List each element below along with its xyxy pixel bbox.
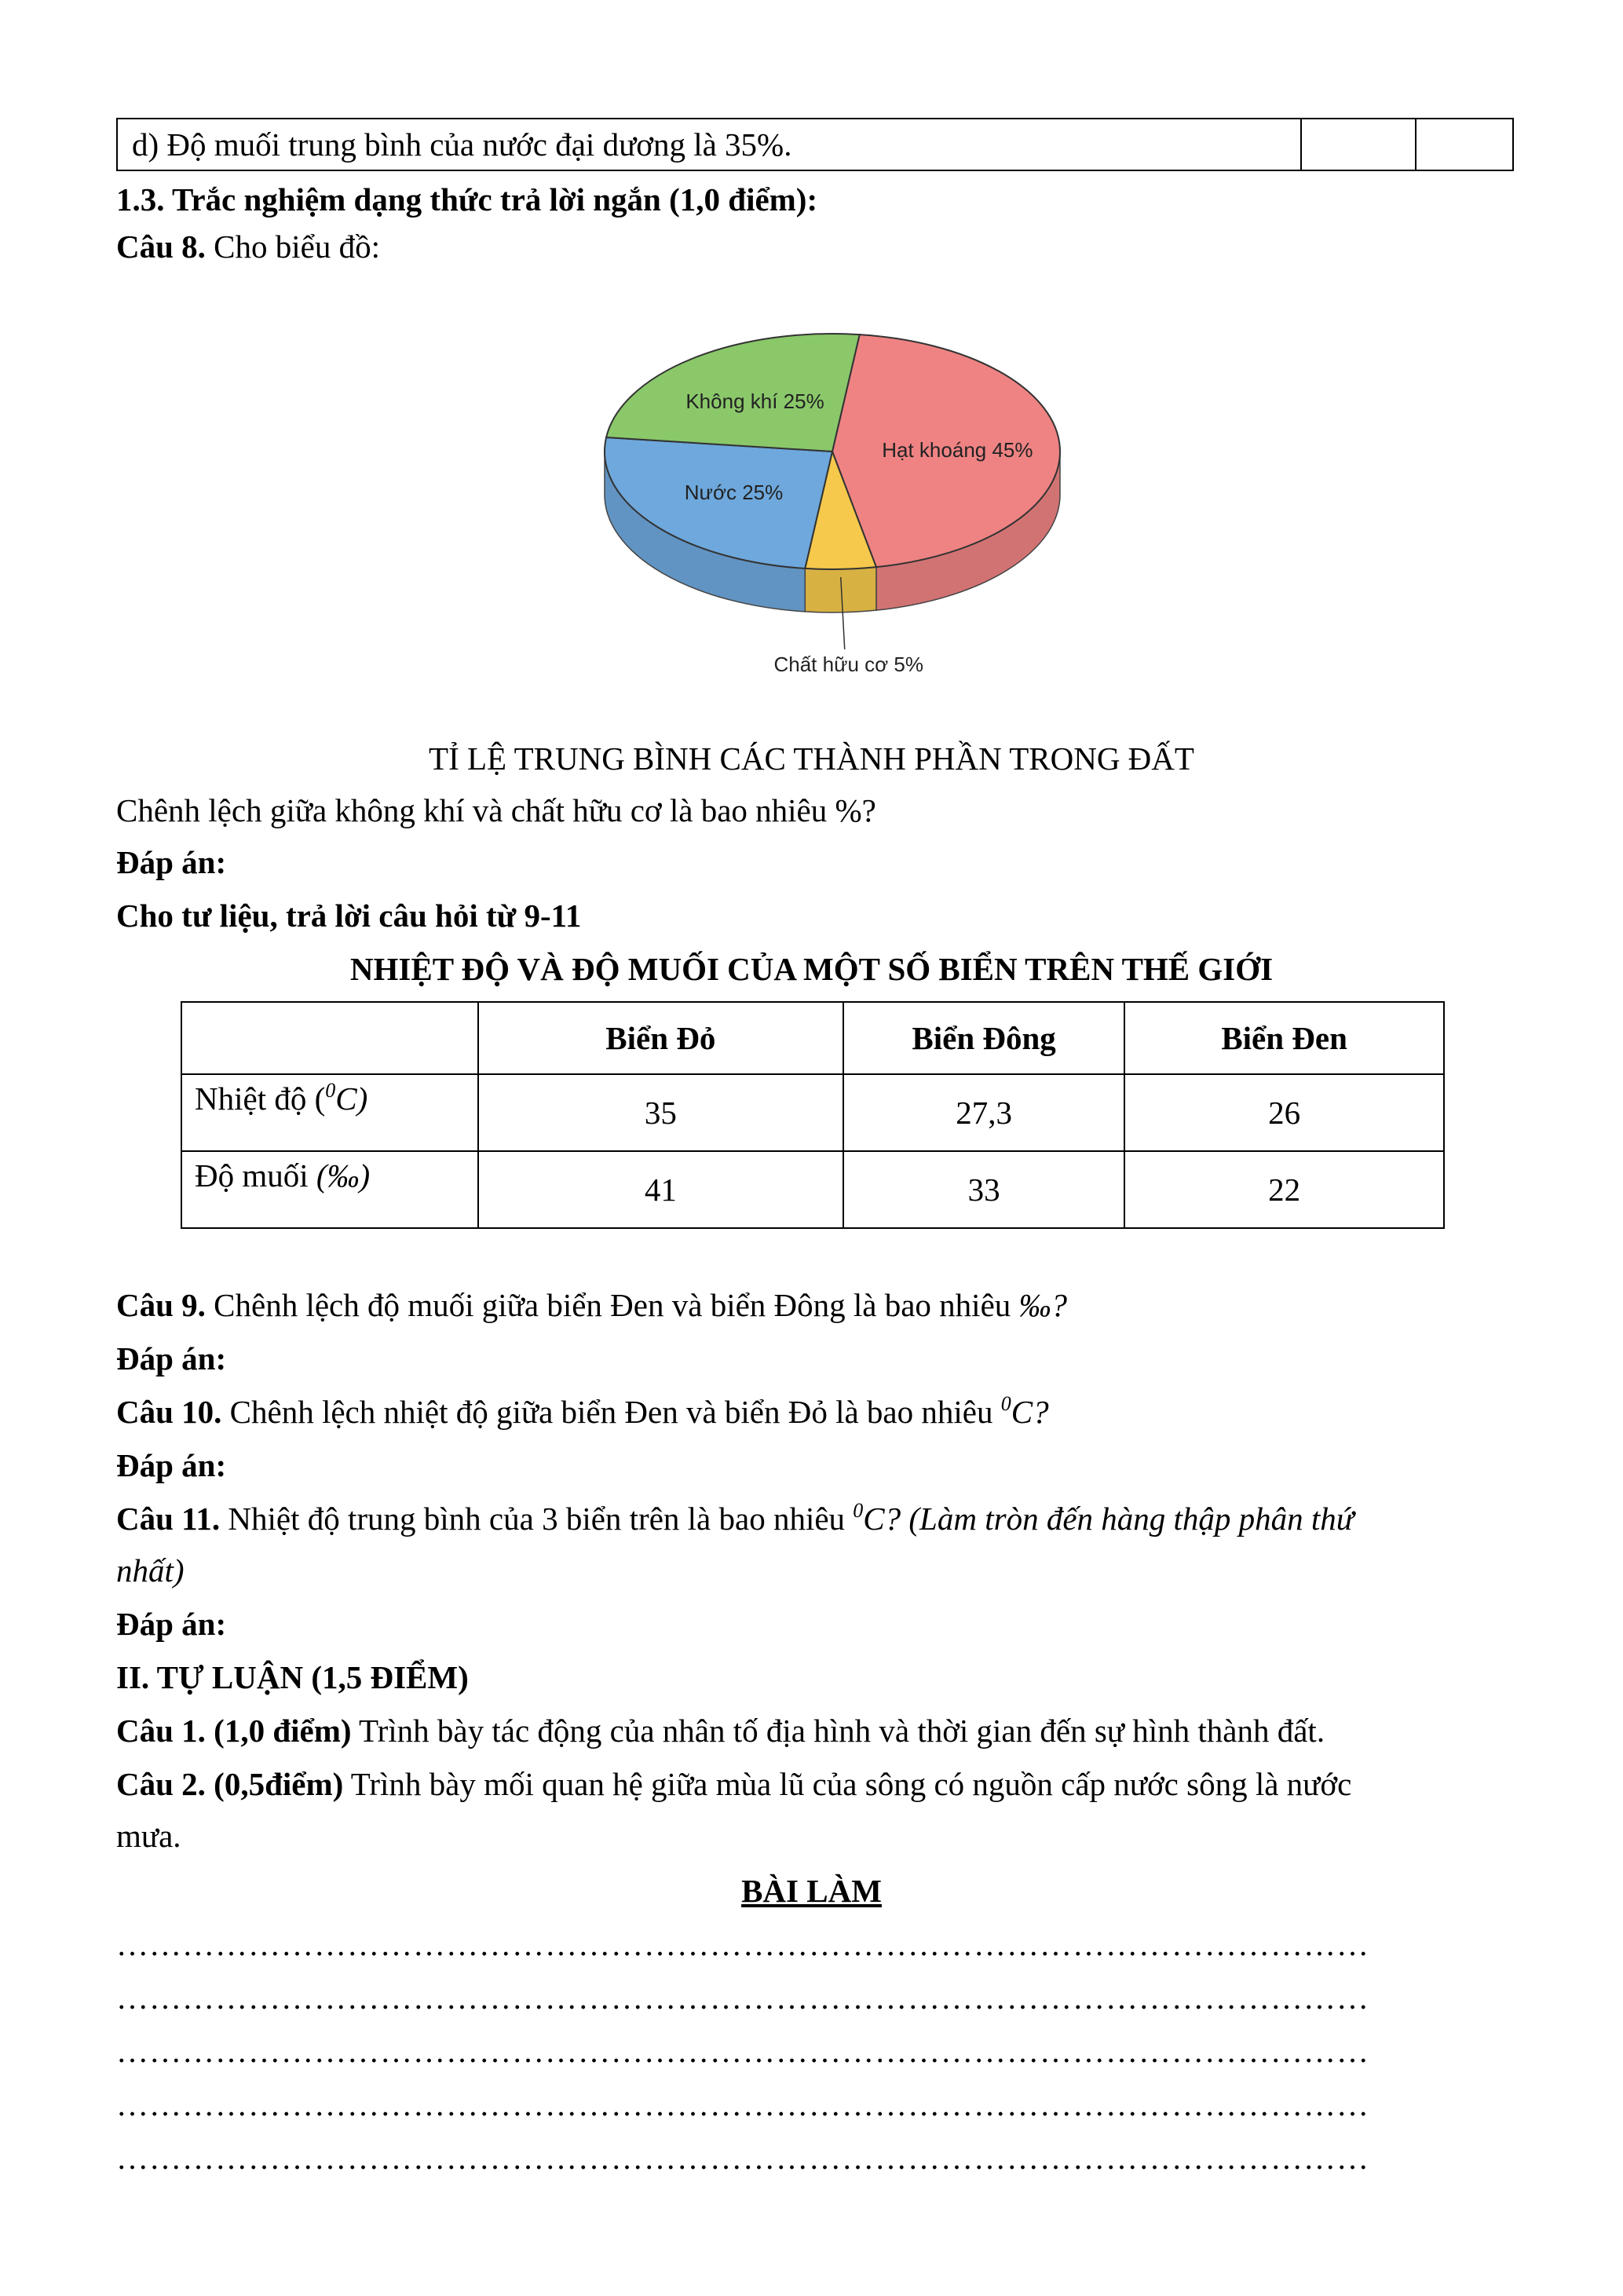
temp-bien-dong: 27,3 — [843, 1074, 1124, 1151]
temp-bien-den: 26 — [1124, 1074, 1444, 1151]
question-11: Câu 11. Nhiệt độ trung bình của 3 biển trên là bao nhiêu $^0$C? (Làm tròn đến hàng thập phân thứ — [116, 1499, 1354, 1537]
header-bien-dong: Biển Đông — [843, 1002, 1124, 1074]
essay-question-1: Câu 1. (1,0 điểm) Trình bày tác động của nhân tố địa hình và thời gian đến sự hình thành đất. — [116, 1713, 1325, 1749]
answer-line-1[interactable]: …………………………………………………………………………………………………… — [116, 1926, 1369, 1962]
question-8-text: Cho biểu đồ: — [214, 229, 380, 265]
answer-line-5[interactable]: …………………………………………………………………………………………………… — [116, 2140, 1369, 2176]
table-row-temperature — [181, 1074, 1444, 1151]
section-2-heading: II. TỰ LUẬN (1,5 ĐIỂM) — [116, 1659, 469, 1695]
answer-label-q10: Đáp án: — [116, 1447, 227, 1483]
table-title: NHIỆT ĐỘ VÀ ĐỘ MUỐI CỦA MỘT SỐ BIỂN TRÊN THẾ GIỚI — [349, 951, 1274, 987]
false-cell[interactable] — [1415, 119, 1416, 170]
true-cell[interactable] — [1300, 119, 1302, 170]
pie-label-Nước: Nước 25% — [684, 480, 784, 504]
question-10: Câu 10. Chênh lệch nhiệt độ giữa biển Đen và biển Đỏ là bao nhiêu $^0$C? — [116, 1392, 1049, 1430]
answer-label-q9: Đáp án: — [116, 1340, 227, 1377]
answer-line-4[interactable]: …………………………………………………………………………………………………… — [116, 2086, 1369, 2122]
question-9: Câu 9. Chênh lệch độ muối giữa biển Đen và biển Đông là bao nhiêu ‰? — [116, 1287, 1068, 1323]
salinity-bien-do: 41 — [478, 1151, 843, 1228]
row-label-temperature: Nhiệt độ ($^0$C) — [181, 1074, 478, 1151]
essay-question-2-cont: mưa. — [116, 1818, 181, 1854]
soil-composition-pie-chart — [597, 275, 1068, 722]
salinity-bien-dong: 33 — [843, 1151, 1124, 1228]
sea-temperature-salinity-table — [181, 1001, 1445, 1229]
pie-label-Chất hữu cơ: Chất hữu cơ 5% — [773, 652, 924, 676]
material-intro: Cho tư liệu, trả lời câu hỏi từ 9-11 — [116, 898, 582, 934]
question-11-note-cont: nhất) — [116, 1552, 185, 1589]
table-header-row — [181, 1002, 1444, 1074]
row-label-salinity: Độ muối (‰) — [181, 1151, 478, 1228]
statement-d-text: d) Độ muối trung bình của nước đại dương là 35%. — [132, 126, 792, 163]
salinity-bien-den: 22 — [1124, 1151, 1444, 1228]
header-bien-den: Biển Đen — [1124, 1002, 1444, 1074]
table-row-salinity — [181, 1151, 1444, 1228]
answer-label-q8: Đáp án: — [116, 844, 227, 880]
work-title: BÀI LÀM — [741, 1873, 882, 1909]
answer-line-2[interactable]: …………………………………………………………………………………………………… — [116, 1980, 1369, 2016]
pie-side-Chất hữu cơ — [805, 567, 876, 612]
statement-row-d — [116, 118, 1514, 171]
question-8-prompt: Chênh lệch giữa không khí và chất hữu cơ là bao nhiêu %? — [116, 792, 876, 828]
pie-label-Không khí: Không khí 25% — [685, 389, 824, 414]
header-bien-do: Biển Đỏ — [478, 1002, 843, 1074]
question-8-label: Câu 8. — [116, 229, 206, 265]
answer-line-3[interactable]: …………………………………………………………………………………………………… — [116, 2033, 1369, 2069]
section-1-3-heading: 1.3. Trắc nghiệm dạng thức trả lời ngắn (1,0 điểm): — [116, 181, 818, 218]
chart-title: TỈ LỆ TRUNG BÌNH CÁC THÀNH PHẦN TRONG ĐẤT — [429, 740, 1194, 777]
pie-label-Hạt khoáng: Hạt khoáng 45% — [882, 437, 1033, 462]
table-corner-cell — [181, 1002, 478, 1074]
question-8 — [116, 228, 380, 265]
essay-question-2: Câu 2. (0,5điểm) Trình bày mối quan hệ giữa mùa lũ của sông có nguồn cấp nước sông là nước — [116, 1766, 1352, 1802]
temp-bien-do: 35 — [478, 1074, 843, 1151]
answer-label-q11: Đáp án: — [116, 1606, 227, 1642]
